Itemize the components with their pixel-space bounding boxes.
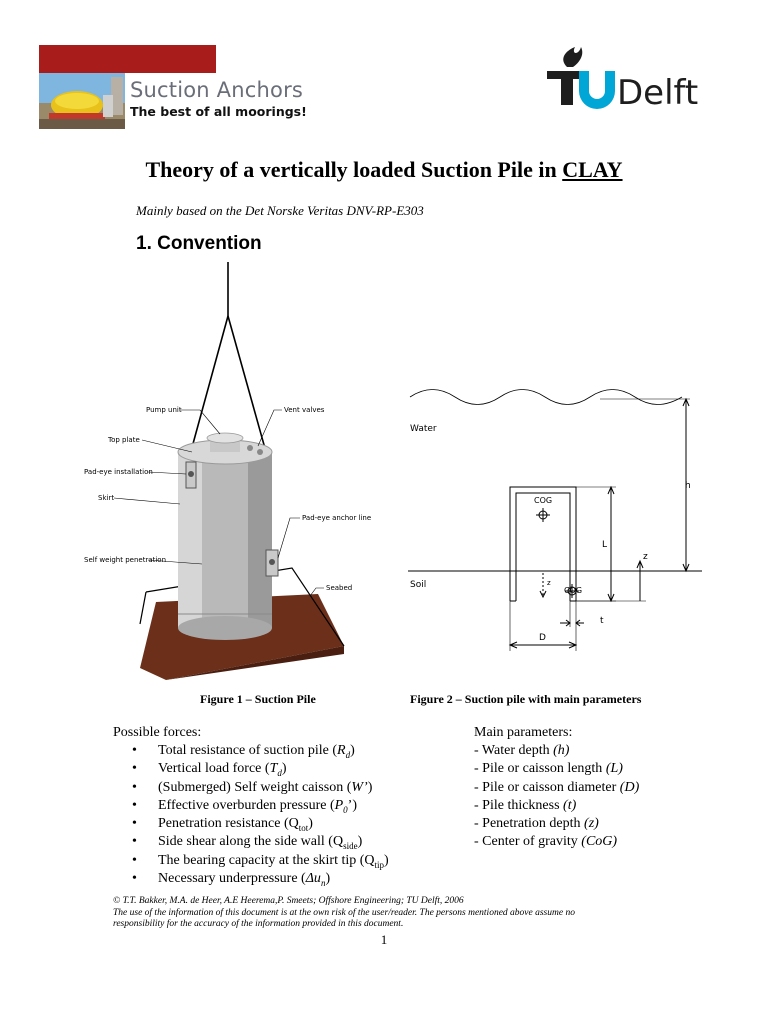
label-pad-eye-installation: Pad-eye installation (84, 468, 153, 476)
label-water: Water (410, 424, 437, 434)
parameter-item: - Pile thickness (t) (474, 797, 577, 813)
label-t: t (600, 616, 604, 626)
footer-disclaimer (113, 896, 673, 931)
force-item: • Total resistance of suction pile $(R_d)$ (132, 742, 389, 760)
label-z-right: z (643, 552, 648, 562)
label-pad-eye-anchor-line: Pad-eye anchor line (302, 514, 372, 522)
page-number: 1 (380, 932, 388, 947)
parameters-heading: Main parameters: (474, 725, 573, 740)
label-top-plate: Top plate (108, 436, 140, 444)
parameters-list (474, 742, 639, 852)
header-color-bar (39, 45, 216, 73)
section-heading: 1. Convention (136, 233, 262, 254)
force-item: • (Submerged) Self weight caisson (W’) (132, 779, 389, 797)
label-skirt: Skirt (98, 494, 115, 502)
document-subtitle: Mainly based on the Det Norske Veritas DNV-RP-E303 (136, 203, 424, 218)
parameter-item: - Center of gravity (CoG) (474, 834, 618, 850)
title-emphasis: CLAY (562, 157, 623, 182)
figure-suction-pile-parameters (400, 375, 710, 655)
figure-1-caption: Figure 1 – Suction Pile (200, 692, 316, 706)
force-item: • The bearing capacity at the skirt tip $(Q_{tip})$ (132, 852, 389, 870)
banner-tagline: The best of all moorings! (130, 104, 307, 119)
banner-title: Suction Anchors (130, 78, 304, 102)
label-soil: Soil (410, 580, 427, 590)
svg-text:Delft: Delft (617, 73, 699, 113)
parameter-item: - Penetration depth (z) (474, 816, 599, 832)
label-pump-unit: Pump unit (146, 406, 182, 414)
figure-2-caption: Figure 2 – Suction pile with main parameters (410, 692, 642, 706)
document-title (0, 157, 768, 183)
force-item: • Vertical load force $(T_d)$ (132, 760, 389, 778)
label-cog-top: COG (534, 496, 553, 505)
label-h: h (685, 481, 691, 491)
force-item: • Side shear along the side wall $(Q_{side})$ (132, 833, 389, 851)
force-item: • Penetration resistance $(Q_{tot})$ (132, 815, 389, 833)
forces-heading: Possible forces: (113, 725, 202, 740)
figure-suction-pile (84, 262, 372, 680)
label-self-weight-penetration: Self weight penetration (84, 556, 167, 564)
force-item: • Effective overburden pressure $(P_0’)$ (132, 797, 389, 815)
label-cog-bottom: COG (564, 586, 583, 595)
parameter-item: - Water depth (h) (474, 743, 570, 758)
force-item: • Necessary underpressure $(\Delta u_n)$ (132, 870, 389, 888)
tudelft-logo (545, 43, 705, 113)
banner-photo (39, 73, 125, 129)
parameter-item: - Pile or caisson diameter (D) (474, 779, 640, 795)
label-seabed: Seabed (326, 584, 353, 592)
footer-disclaimer-line: The use of the information of this document is at the own risk of the user/reader. The persons mentioned above assume no (113, 907, 575, 918)
label-z-inner: z (547, 579, 551, 587)
footer-copyright: © T.T. Bakker, M.A. de Heer, A.E Heerema,P. Smeets; Offshore Engineering; TU Delft, 2006 (113, 896, 464, 906)
label-D: D (539, 633, 546, 643)
label-vent-valves: Vent valves (284, 406, 325, 414)
parameter-item: - Pile or caisson length (L) (474, 761, 623, 777)
title-main: Theory of a vertically loaded Suction Pile in (145, 157, 557, 182)
forces-list (132, 742, 389, 888)
footer-disclaimer-line: responsibility for the accuracy of the information provided in this document. (113, 919, 404, 929)
label-L: L (602, 540, 608, 550)
